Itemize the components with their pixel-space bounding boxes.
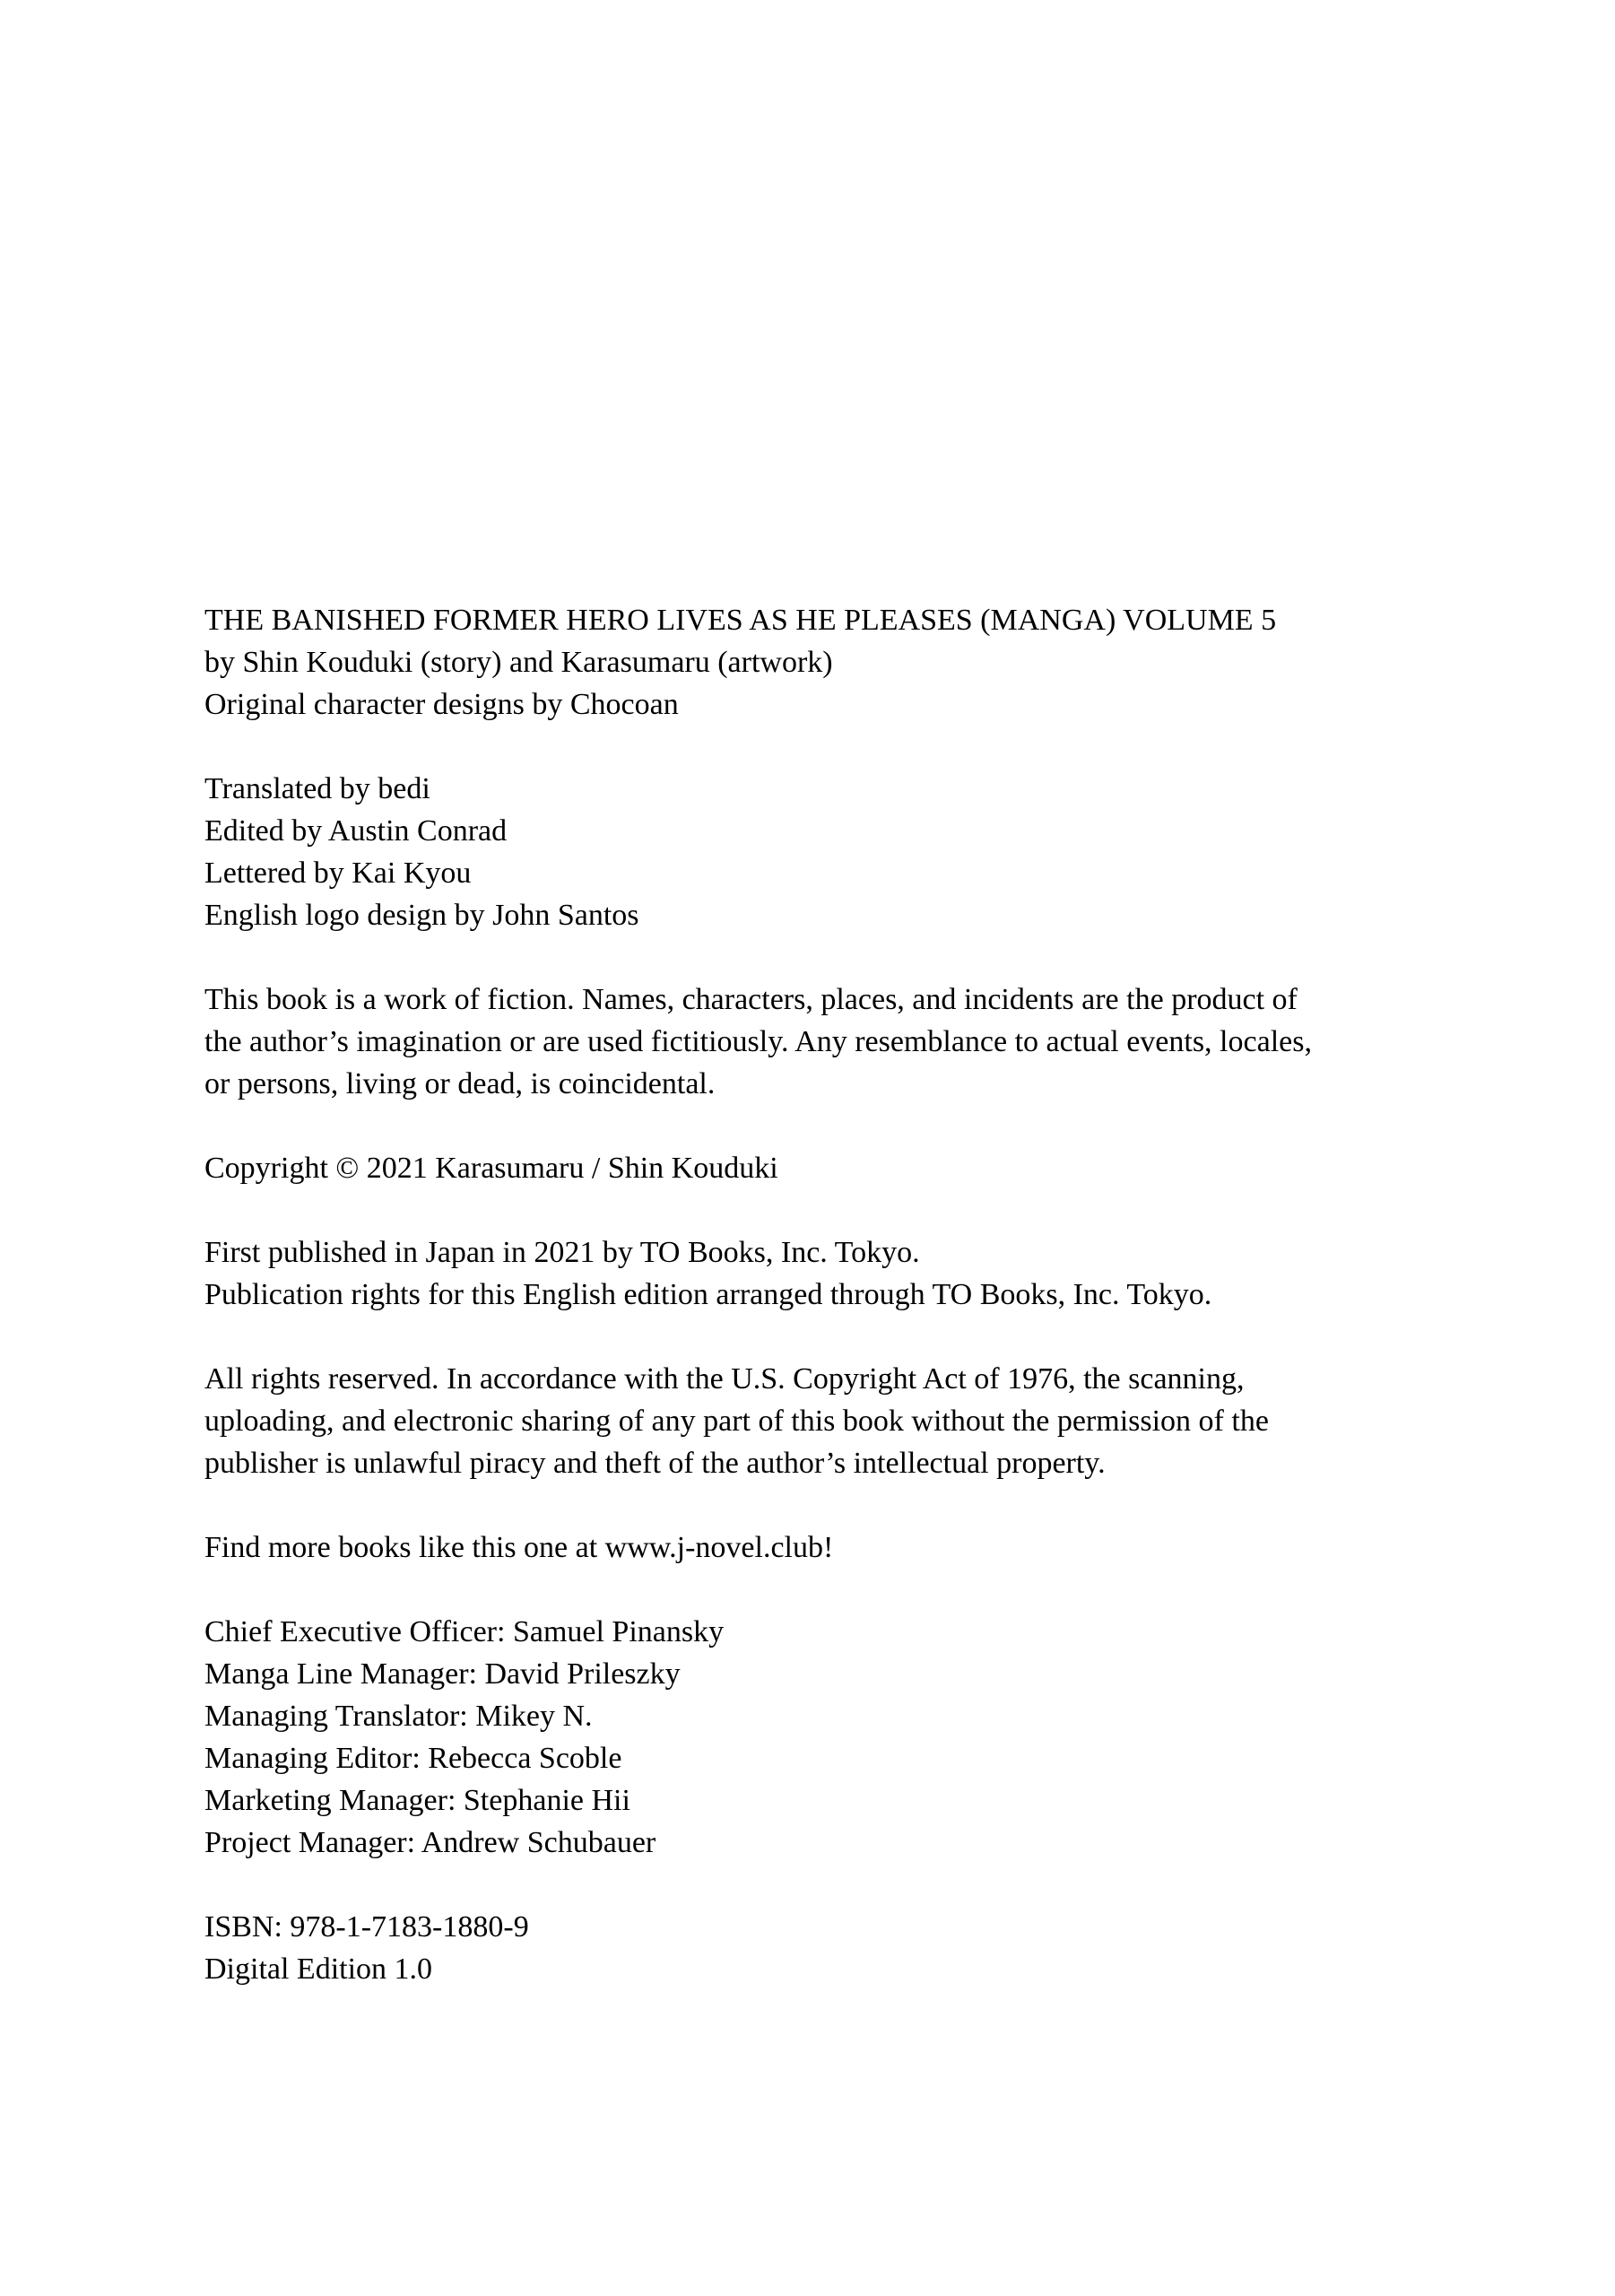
rights-line: publisher is unlawful piracy and theft of the author’s intellectual property.	[204, 1447, 1106, 1480]
rights-reserved-block	[204, 1358, 1514, 1484]
marketing-manager-credit: Marketing Manager: Stephanie Hii	[204, 1784, 630, 1817]
edition-block	[204, 1906, 1514, 1990]
title-block	[204, 599, 1514, 726]
editor-credit: Edited by Austin Conrad	[204, 814, 508, 848]
managing-translator-credit: Managing Translator: Mikey N.	[204, 1700, 593, 1733]
managing-editor-credit: Managing Editor: Rebecca Scoble	[204, 1742, 622, 1775]
logo-design-credit: English logo design by John Santos	[204, 899, 639, 932]
staff-block	[204, 768, 1514, 936]
copyright-notice: Copyright © 2021 Karasumaru / Shin Kouduki	[204, 1152, 778, 1185]
manga-line-manager-credit: Manga Line Manager: David Prileszky	[204, 1657, 681, 1691]
disclaimer-line: the author’s imagination or are used fictitiously. Any resemblance to actual events, locales,	[204, 1025, 1312, 1058]
byline: by Shin Kouduki (story) and Karasumaru (artwork)	[204, 646, 833, 679]
project-manager-credit: Project Manager: Andrew Schubauer	[204, 1826, 656, 1859]
letterer-credit: Lettered by Kai Kyou	[204, 857, 472, 890]
isbn-line: ISBN: 978-1-7183-1880-9	[204, 1910, 529, 1944]
digital-edition-line: Digital Edition 1.0	[204, 1952, 433, 1986]
ceo-credit: Chief Executive Officer: Samuel Pinansky	[204, 1615, 725, 1648]
publication-block	[204, 1231, 1514, 1316]
disclaimer-line: This book is a work of fiction. Names, characters, places, and incidents are the product of	[204, 983, 1298, 1016]
translator-credit: Translated by bedi	[204, 772, 430, 805]
book-title: THE BANISHED FORMER HERO LIVES AS HE PLEASES (MANGA) VOLUME 5	[204, 604, 1277, 637]
copyright-block	[204, 1147, 1514, 1189]
publication-rights-line: Publication rights for this English edition arranged through TO Books, Inc. Tokyo.	[204, 1278, 1212, 1311]
company-credits-block	[204, 1611, 1514, 1864]
rights-line: All rights reserved. In accordance with the U.S. Copyright Act of 1976, the scanning,	[204, 1362, 1245, 1396]
colophon-text-column	[204, 599, 1514, 1990]
fiction-disclaimer	[204, 978, 1514, 1105]
disclaimer-line: or persons, living or dead, is coincidental.	[204, 1067, 716, 1100]
first-published-line: First published in Japan in 2021 by TO Books, Inc. Tokyo.	[204, 1236, 920, 1269]
character-design-credit: Original character designs by Chocoan	[204, 688, 679, 721]
promo-block	[204, 1526, 1514, 1569]
find-more-books-line: Find more books like this one at www.j-novel.club!	[204, 1531, 834, 1564]
rights-line: uploading, and electronic sharing of any part of this book without the permission of the	[204, 1405, 1269, 1438]
